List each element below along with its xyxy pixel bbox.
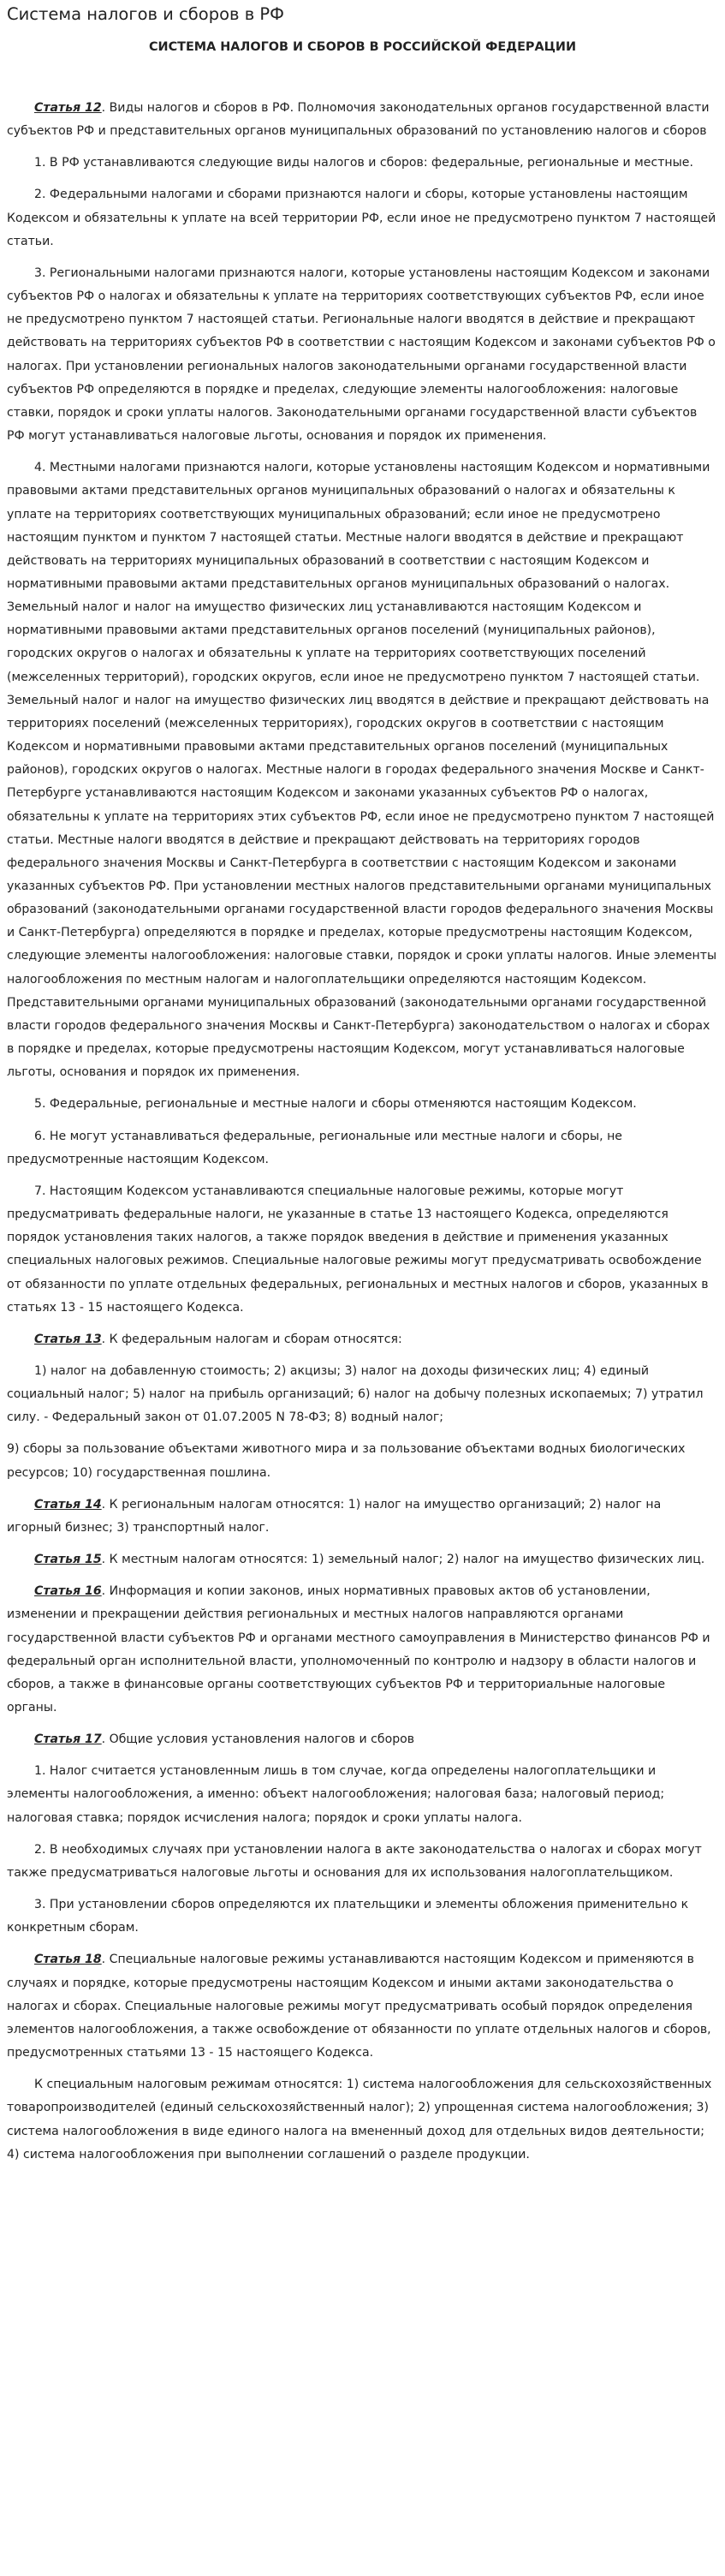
paragraph-text: . Информация и копии законов, иных нормативных правовых актов об установлении, изменении и прекращении действия региональных и местных налогов направляются органами государственной власти субъектов РФ и органами местного самоуправления в Министерство финансов РФ и федеральный орган исполнительной власти, уполномоченный по контролю и надзору в области налогов и сборов, а также в финансовые органы соответствующих субъектов РФ и территориальные налоговые органы. [7, 1584, 710, 1714]
article-paragraph [7, 97, 718, 143]
paragraph [7, 1360, 718, 1429]
article-title: Статья 12 [34, 101, 102, 115]
article-paragraph [7, 1548, 718, 1571]
article-paragraph [7, 1948, 718, 2065]
paragraph-text: 2. Федеральными налогами и сборами признаются налоги и сборы, которые установлены настоящим Кодексом и обязательны к уплате на всей территории РФ, если иное не предусмотрено пунктом 7 настоящей статьи. [7, 188, 716, 248]
page-title: Система налогов и сборов в РФ [7, 4, 284, 24]
paragraph [7, 456, 718, 1084]
paragraph-text: . Специальные налоговые режимы устанавливаются настоящим Кодексом и применяются в случаях и порядке, которые предусмотрены настоящим Кодексом и иными актами законодательства о налогах и сборах. Специальные налоговые режимы могут предусматривать особый порядок определения элементов налогообложения, а также освобождение от обязанности по уплате отдельных налогов и сборов, предусмотренных статьями 13 - 15 настоящего Кодекса. [7, 1953, 711, 2060]
paragraph [7, 1760, 718, 1829]
paragraph [7, 1893, 718, 1940]
article-title: Статья 13 [34, 1332, 102, 1346]
paragraph-text: . Общие условия установления налогов и сборов [101, 1732, 415, 1747]
paragraph-text: 7. Настоящим Кодексом устанавливаются специальные налоговые режимы, которые могут предусматривать федеральные налоги, не указанные в статье 13 настоящего Кодекса, определяются порядок установления таких налогов, а также порядок введения в действие и применения указанных специальных налоговых режимов. Специальные налоговые режимы могут предусматривать освобождение от обязанности по уплате отдельных федеральных, региональных и местных налогов и сборов, указанных в статьях 13 - 15 настоящего Кодекса. [7, 1184, 709, 1315]
document-heading: СИСТЕМА НАЛОГОВ И СБОРОВ В РОССИЙСКОЙ ФЕДЕРАЦИИ [148, 40, 577, 54]
paragraph-text: 3. Региональными налогами признаются налоги, которые установлены настоящим Кодексом и законами субъектов РФ о налогах и обязательны к уплате на территориях соответствующих субъектов РФ, если иное не предусмотрено пунктом 7 настоящей статьи. Региональные налоги вводятся в действие и прекращают действовать на территориях субъектов РФ в соответствии с настоящим Кодексом и законами субъектов РФ о налогах. При установлении региональных налогов законодательными органами государственной власти субъектов РФ определяются в порядке и пределах, следующие элементы налогообложения: налоговые ставки, порядок и сроки уплаты налогов. Законодательными органами государственной власти субъектов РФ могут устанавливаться налоговые льготы, основания и порядок их применения. [7, 265, 716, 444]
paragraph-text: 2. В необходимых случаях при установлении налога в акте законодательства о налогах и сборах могут также предусматриваться налоговые льготы и основания для их использования налогоплательщиком. [7, 1842, 702, 1880]
paragraph [7, 152, 718, 175]
paragraph [7, 1093, 718, 1116]
article-paragraph [7, 1580, 718, 1720]
article-title: Статья 18 [34, 1953, 102, 1967]
paragraph-text: 5. Федеральные, региональные и местные налоги и сборы отменяются настоящим Кодексом. [34, 1097, 637, 1112]
paragraph [7, 1438, 718, 1484]
paragraph-text: 4. Местными налогами признаются налоги, которые установлены настоящим Кодексом и нормативными правовыми актами представительных органов муниципальных образований о налогах и обязательны к уплате на территориях соответствующих муниципальных образований; если иное не предусмотрено настоящим пунктом и пунктом 7 настоящей статьи. Местные налоги вводятся в действие и прекращают действовать на территориях муниципальных образований в соответствии с настоящим Кодексом и нормативными правовыми актами представительных органов муниципальных образований о налогах. Земельный налог и налог на имущество физических лиц устанавливаются настоящим Кодексом и нормативными правовыми актами представительных органов поселений (муниципальных районов), городских округов о налогах и обязательны к уплате на территориях соответствующих поселений (межселенных территорий), городских округов, если иное не предусмотрено пунктом 7 настоящей статьи. Земельный налог и налог на имущество физических лиц вводятся в действие и прекращают действовать на территориях поселений (межселенных территориях), городских округов в соответствии с настоящим Кодексом и нормативными правовыми актами представительных органов поселений (муниципальных районов), городских округов о налогах. Местные налоги в городах федерального значения Москве и Санкт-Петербурге устанавливаются настоящим Кодексом и законами указанных субъектов РФ о налогах, обязательны к уплате на территориях этих субъектов РФ, если иное не предусмотрено пунктом 7 настоящей статьи. Местные налоги вводятся в действие и прекращают действовать на территориях городов федерального значения Москвы и Санкт-Петербурга в соответствии с настоящим Кодексом и законами указанных субъектов РФ. При установлении местных налогов представительными органами муниципальных образований (законодательными органами государственной власти городов федерального значения Москвы и Санкт-Петербурга) определяются в порядке и пределах, которые предусмотрены настоящим Кодексом, следующие элементы налогообложения: налоговые ставки, порядок и сроки уплаты налогов. Иные элементы налогообложения по местным налогам и налогоплательщики определяются настоящим Кодексом. Представительными органами муниципальных образований (законодательными органами государственной власти городов федерального значения Москвы и Санкт-Петербурга) законодательством о налогах и сборах в порядке и пределах, которые предусмотрены настоящим Кодексом, могут устанавливаться налоговые льготы, основания и порядок их применения. [7, 461, 717, 1080]
paragraph-text: 1. Налог считается установленным лишь в том случае, когда определены налогоплательщики и элементы налогообложения, а именно: объект налогообложения; налоговая база; налоговый период; налоговая ставка; порядок исчисления налога; порядок и сроки уплаты налога. [7, 1764, 665, 1825]
article-title: Статья 17 [34, 1732, 102, 1747]
paragraph-text: 1. В РФ устанавливаются следующие виды налогов и сборов: федеральные, региональные и местные. [34, 156, 693, 170]
paragraph-text: . К федеральным налогам и сборам относятся: [101, 1332, 402, 1346]
paragraph-text: . К местным налогам относятся: 1) земельный налог; 2) налог на имущество физических лиц. [101, 1553, 705, 1567]
article-title: Статья 15 [34, 1553, 102, 1567]
paragraph-text: 6. Не могут устанавливаться федеральные, региональные или местные налоги и сборы, не предусмотренные настоящим Кодексом. [7, 1129, 622, 1166]
paragraph [7, 183, 718, 253]
paragraph [7, 262, 718, 448]
article-paragraph [7, 1728, 718, 1751]
paragraph [7, 2073, 718, 2167]
article-title: Статья 16 [34, 1584, 102, 1599]
paragraph [7, 1125, 718, 1172]
document-body [7, 97, 718, 2167]
paragraph-text: 9) сборы за пользование объектами животного мира и за пользование объектами водных биологических ресурсов; 10) государственная пошлина. [7, 1442, 686, 1480]
paragraph-text: К специальным налоговым режимам относятся: 1) система налогообложения для сельскохозяйственных товаропроизводителей (единый сельскохозяйственный налог); 2) упрощенная система налогообложения; 3) система налогообложения в виде единого налога на вмененный доход для отдельных видов деятельности; 4) система налогообложения при выполнении соглашений о разделе продукции. [7, 2078, 712, 2162]
paragraph-text: . Виды налогов и сборов в РФ. Полномочия законодательных органов государственной власти субъектов РФ и представительных органов муниципальных образований по установлению налогов и сборов [7, 101, 710, 139]
paragraph-text: 3. При установлении сборов определяются их плательщики и элементы обложения применительно к конкретным сборам. [7, 1898, 689, 1935]
article-paragraph [7, 1494, 718, 1540]
paragraph [7, 1839, 718, 1885]
paragraph-text: 1) налог на добавленную стоимость; 2) акцизы; 3) налог на доходы физических лиц; 4) единый социальный налог; 5) налог на прибыль организаций; 6) налог на добычу полезных ископаемых; 7) утратил силу. - Федеральный закон от 01.07.2005 N 78-ФЗ; 8) водный налог; [7, 1363, 704, 1425]
article-title: Статья 14 [34, 1497, 102, 1512]
paragraph [7, 1180, 718, 1320]
article-paragraph [7, 1328, 718, 1351]
paragraph-text: . К региональным налогам относятся: 1) налог на имущество организаций; 2) налог на игорный бизнес; 3) транспортный налог. [7, 1497, 662, 1535]
